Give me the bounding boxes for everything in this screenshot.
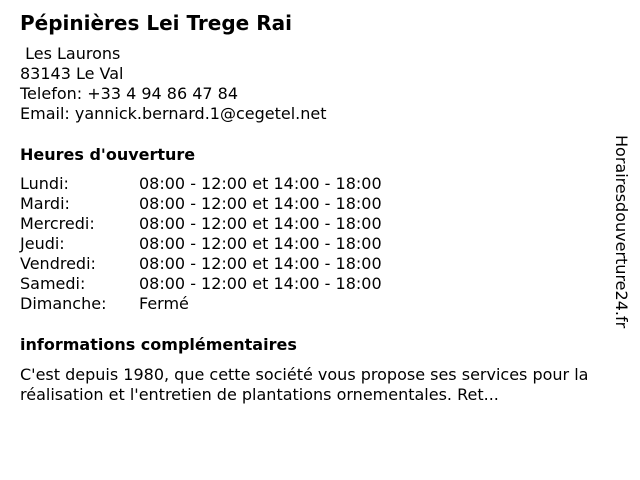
address-street: Les Laurons — [20, 44, 121, 63]
day-label: Lundi: — [20, 174, 69, 193]
day-label: Dimanche: — [20, 294, 107, 313]
contact-block — [20, 44, 327, 124]
day-hours: 08:00 - 12:00 et 14:00 - 18:00 — [139, 174, 382, 193]
email-address: Email: yannick.bernard.1@cegetel.net — [20, 104, 327, 123]
day-hours: Fermé — [139, 294, 189, 313]
business-name: Pépinières Lei Trege Rai — [20, 11, 292, 35]
site-name: Horairesdouverture24.fr — [612, 135, 631, 329]
day-label: Samedi: — [20, 274, 86, 293]
day-hours: 08:00 - 12:00 et 14:00 - 18:00 — [139, 194, 382, 213]
site-watermark — [610, 135, 632, 345]
address-city: 83143 Le Val — [20, 64, 124, 83]
business-description: C'est depuis 1980, que cette société vous propose ses services pour la réalisation et l'entretien de plantations ornementales. Ret... — [20, 365, 589, 404]
day-label: Mercredi: — [20, 214, 95, 233]
phone-number: Telefon: +33 4 94 86 47 84 — [20, 84, 239, 103]
opening-hours-heading: Heures d'ouverture — [20, 145, 196, 164]
day-hours: 08:00 - 12:00 et 14:00 - 18:00 — [139, 214, 382, 233]
day-hours: 08:00 - 12:00 et 14:00 - 18:00 — [139, 234, 382, 253]
additional-info-heading: informations complémentaires — [20, 335, 297, 354]
day-label: Mardi: — [20, 194, 70, 213]
day-label: Vendredi: — [20, 254, 96, 273]
day-label: Jeudi: — [20, 234, 65, 253]
day-hours: 08:00 - 12:00 et 14:00 - 18:00 — [139, 274, 382, 293]
day-hours: 08:00 - 12:00 et 14:00 - 18:00 — [139, 254, 382, 273]
